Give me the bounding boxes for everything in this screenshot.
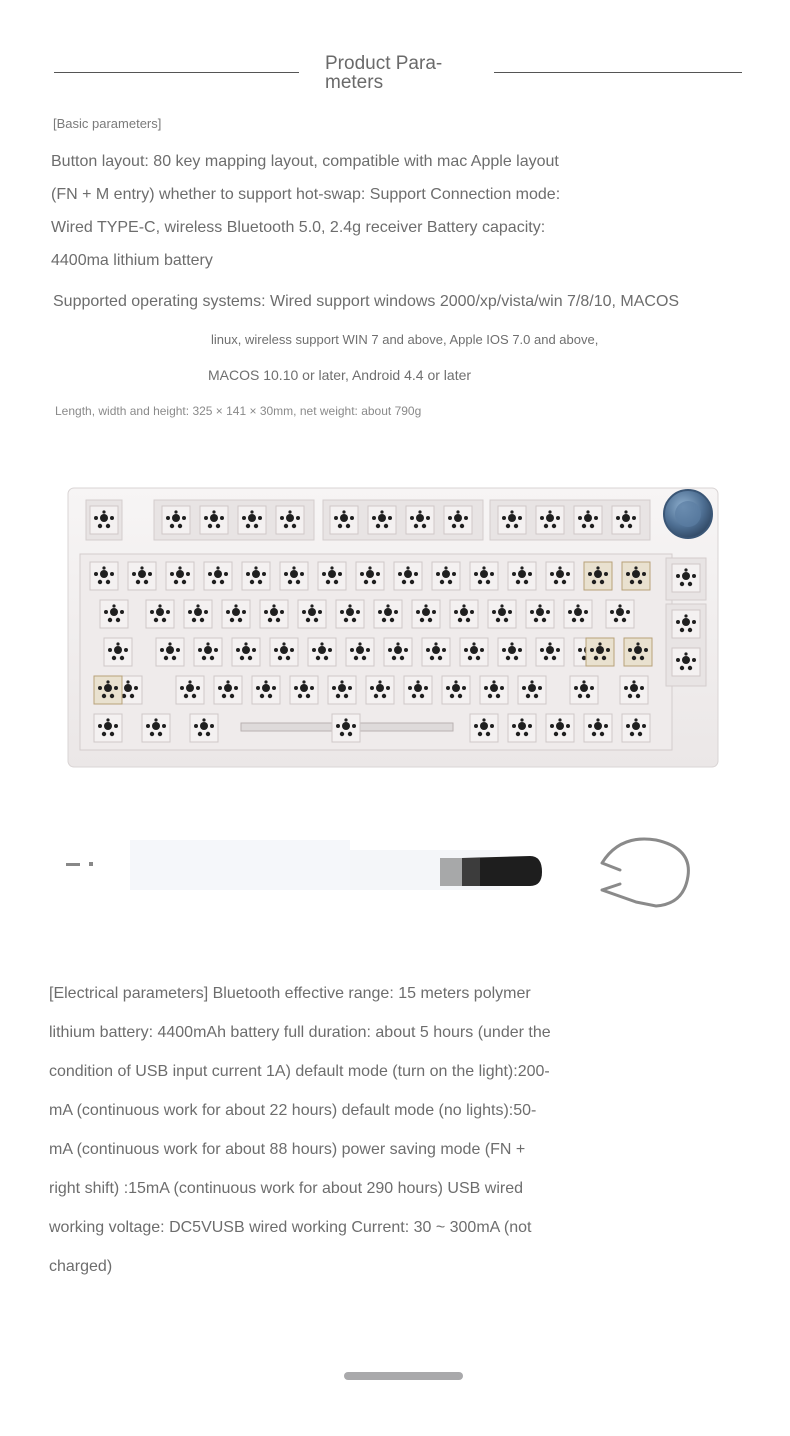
switch-socket bbox=[298, 600, 326, 628]
switch-socket bbox=[90, 506, 118, 534]
header-rule-right bbox=[494, 72, 742, 73]
switch-socket bbox=[94, 714, 122, 742]
electrical-line-6: right shift) :15mA (continuous work for about 290 hours) USB wired bbox=[49, 1180, 523, 1197]
switch-socket bbox=[166, 562, 194, 590]
page-title: Product Para- meters bbox=[325, 53, 443, 93]
switch-socket bbox=[204, 562, 232, 590]
switch-socket bbox=[508, 562, 536, 590]
switch-socket bbox=[546, 562, 574, 590]
volume-knob-center bbox=[675, 501, 701, 527]
switch-socket bbox=[276, 506, 304, 534]
switch-socket bbox=[612, 506, 640, 534]
switch-socket bbox=[200, 506, 228, 534]
switch-socket bbox=[176, 676, 204, 704]
keycap-puller-shape bbox=[602, 839, 688, 906]
switch-socket bbox=[222, 600, 250, 628]
switch-socket bbox=[672, 610, 700, 638]
switch-socket bbox=[570, 676, 598, 704]
switch-socket bbox=[146, 600, 174, 628]
switch-socket bbox=[412, 600, 440, 628]
switch-socket bbox=[584, 714, 612, 742]
switch-socket bbox=[624, 638, 652, 666]
switch-socket bbox=[366, 676, 394, 704]
switch-socket bbox=[290, 676, 318, 704]
basic-parameters-label: [Basic parameters] bbox=[53, 116, 162, 131]
accessory-shadow-left bbox=[130, 840, 350, 890]
switch-socket bbox=[564, 600, 592, 628]
electrical-line-2: lithium battery: 4400mAh battery full duration: about 5 hours (under the bbox=[49, 1024, 551, 1041]
dimensions-line: Length, width and height: 325 × 141 × 30mm, net weight: about 790g bbox=[55, 404, 422, 418]
switch-socket bbox=[318, 562, 346, 590]
switch-socket bbox=[574, 506, 602, 534]
switch-socket bbox=[526, 600, 554, 628]
accessory-dot bbox=[89, 862, 93, 866]
switch-socket bbox=[444, 506, 472, 534]
switch-socket bbox=[194, 638, 222, 666]
switch-socket bbox=[368, 506, 396, 534]
switch-socket bbox=[94, 676, 122, 704]
switch-socket bbox=[156, 638, 184, 666]
switch-socket bbox=[432, 562, 460, 590]
switch-socket bbox=[384, 638, 412, 666]
electrical-line-4: mA (continuous work for about 22 hours) default mode (no lights):50- bbox=[49, 1102, 537, 1119]
electrical-line-5: mA (continuous work for about 88 hours) power saving mode (FN + bbox=[49, 1141, 526, 1158]
electrical-line-3: condition of USB input current 1A) default mode (turn on the light):200- bbox=[49, 1063, 550, 1080]
electrical-line-7: working voltage: DC5VUSB wired working Current: 30 ~ 300mA (not bbox=[49, 1219, 532, 1236]
switch-socket bbox=[584, 562, 612, 590]
switch-socket bbox=[470, 562, 498, 590]
home-indicator-bar[interactable] bbox=[344, 1372, 463, 1380]
switch-socket bbox=[242, 562, 270, 590]
switch-socket bbox=[260, 600, 288, 628]
switch-socket bbox=[142, 714, 170, 742]
basic-line-2: (FN + M entry) whether to support hot-swap: Support Connection mode: bbox=[51, 186, 561, 203]
os-support-line-2: linux, wireless support WIN 7 and above, Apple IOS 7.0 and above, bbox=[211, 332, 599, 347]
switch-socket bbox=[450, 600, 478, 628]
keyboard-image bbox=[66, 484, 722, 770]
switch-socket bbox=[100, 600, 128, 628]
switch-socket bbox=[190, 714, 218, 742]
switch-socket bbox=[470, 714, 498, 742]
switch-socket bbox=[214, 676, 242, 704]
switch-socket bbox=[346, 638, 374, 666]
switch-socket bbox=[104, 638, 132, 666]
switch-socket bbox=[356, 562, 384, 590]
header-rule-left bbox=[54, 72, 299, 73]
switch-socket bbox=[622, 562, 650, 590]
electrical-line-8: charged) bbox=[49, 1258, 113, 1275]
switch-socket bbox=[498, 506, 526, 534]
switch-socket bbox=[270, 638, 298, 666]
switch-socket bbox=[336, 600, 364, 628]
accessory-dash bbox=[66, 863, 80, 866]
switch-socket bbox=[620, 676, 648, 704]
basic-line-1: Button layout: 80 key mapping layout, compatible with mac Apple layout bbox=[51, 153, 559, 170]
switch-socket bbox=[672, 648, 700, 676]
switch-socket bbox=[90, 562, 118, 590]
switch-socket bbox=[308, 638, 336, 666]
basic-line-3: Wired TYPE-C, wireless Bluetooth 5.0, 2.4g receiver Battery capacity: bbox=[51, 219, 546, 236]
switch-socket bbox=[406, 506, 434, 534]
switch-socket bbox=[280, 562, 308, 590]
switch-socket bbox=[394, 562, 422, 590]
switch-socket bbox=[232, 638, 260, 666]
switch-socket bbox=[518, 676, 546, 704]
switch-socket bbox=[238, 506, 266, 534]
switch-socket bbox=[546, 714, 574, 742]
switch-socket bbox=[586, 638, 614, 666]
switch-socket bbox=[332, 714, 360, 742]
switch-socket bbox=[606, 600, 634, 628]
switch-socket bbox=[128, 562, 156, 590]
switch-socket bbox=[488, 600, 516, 628]
switch-socket bbox=[328, 676, 356, 704]
switch-socket bbox=[184, 600, 212, 628]
switch-socket bbox=[480, 676, 508, 704]
usb-receiver-fade bbox=[440, 858, 480, 886]
switch-socket bbox=[672, 564, 700, 592]
switch-socket bbox=[536, 638, 564, 666]
switch-socket bbox=[404, 676, 432, 704]
os-support-line: Supported operating systems: Wired support windows 2000/xp/vista/win 7/8/10, MACOS bbox=[53, 293, 680, 310]
switch-socket bbox=[508, 714, 536, 742]
switch-socket bbox=[374, 600, 402, 628]
switch-socket bbox=[622, 714, 650, 742]
switch-socket bbox=[536, 506, 564, 534]
switch-socket bbox=[442, 676, 470, 704]
switch-socket bbox=[498, 638, 526, 666]
switch-socket bbox=[330, 506, 358, 534]
basic-line-4: 4400ma lithium battery bbox=[51, 252, 213, 269]
electrical-line-1: [Electrical parameters] Bluetooth effective range: 15 meters polymer bbox=[49, 985, 531, 1002]
os-support-line-3: MACOS 10.10 or later, Android 4.4 or later bbox=[208, 367, 472, 383]
switch-socket bbox=[252, 676, 280, 704]
switch-socket bbox=[460, 638, 488, 666]
switch-socket bbox=[422, 638, 450, 666]
accessories-image bbox=[60, 820, 700, 930]
switch-socket bbox=[162, 506, 190, 534]
